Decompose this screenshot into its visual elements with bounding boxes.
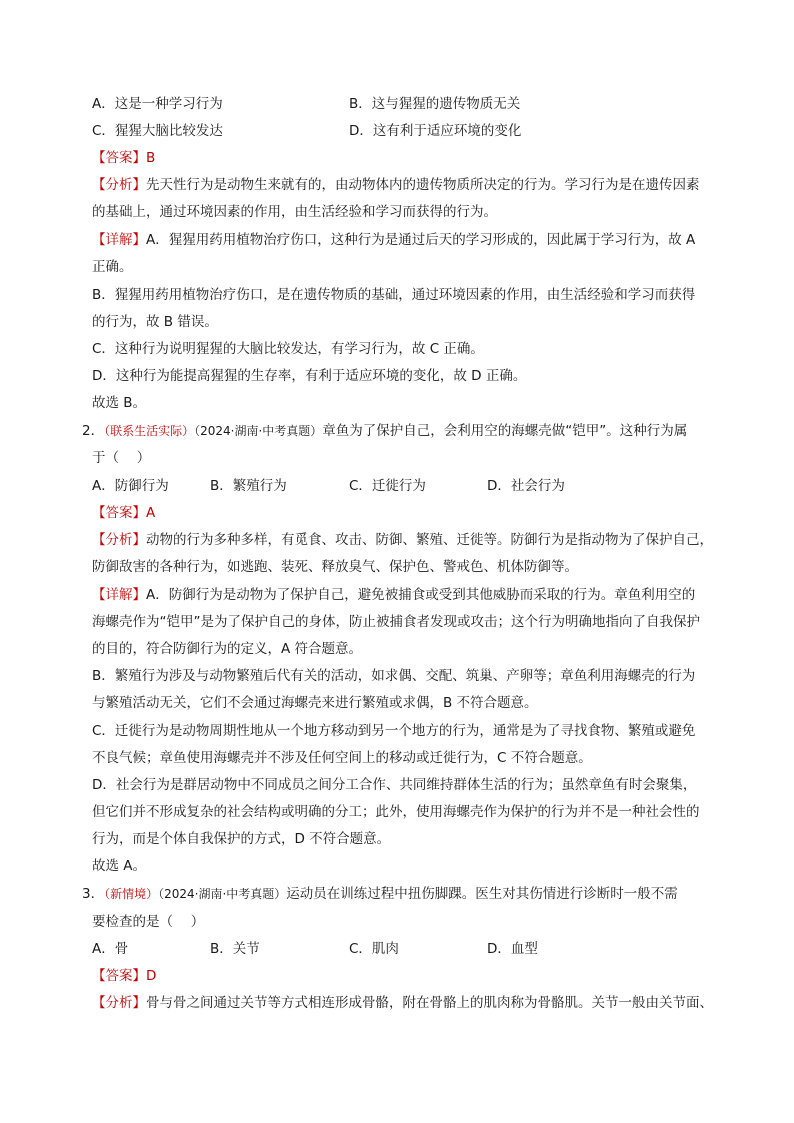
question-source: （2024·湖南·中考真题） xyxy=(158,887,287,901)
answer-value: A xyxy=(146,505,156,521)
q2-conclusion: 故选 A。 xyxy=(92,858,147,874)
q2-detail-line-2: 海螺壳作为“铠甲”是为了保护自己的身体，防止被捕食者发现或攻击；这个行为明确地指向了自我保护 xyxy=(92,614,700,630)
q2-detail-line-4: B．繁殖行为涉及与动物繁殖后代有关的活动，如求偶、交配、筑巢、产卵等；章鱼利用海螺壳的行为 xyxy=(92,668,696,684)
q1-analysis-line-1 xyxy=(92,175,732,195)
analysis-tag: 【分析】 xyxy=(92,532,146,548)
answer-value: D xyxy=(146,968,157,984)
q1-option-a: A．这是一种学习行为 xyxy=(92,96,223,112)
q2-detail-line-7: 不良气候；章鱼使用海螺壳并不涉及任何空间上的移动或迁徙行为，C 不符合题意。 xyxy=(92,750,592,766)
question-stem: 章鱼为了保护自己，会利用空的海螺壳做“铠甲”。这种行为属 xyxy=(322,423,688,439)
q2-detail-line-8: D．社会行为是群居动物中不同成员之间分工合作、共同维持群体生活的行为；虽然章鱼有时会聚集， xyxy=(92,777,697,793)
q1-option-d: D．这有利于适应环境的变化 xyxy=(349,123,522,139)
q2-answer xyxy=(92,503,732,523)
question-tag: （联系生活实际） xyxy=(104,424,195,438)
q3-option-a: A．骨 xyxy=(92,941,129,957)
q2-detail-line-6: C．迁徙行为是动物周期性地从一个地方移动到另一个地方的行为，通常是为了寻找食物、繁殖或避免 xyxy=(92,723,696,739)
question-number: 3． xyxy=(82,886,105,902)
analysis-tag: 【分析】 xyxy=(92,177,146,193)
q2-option-a: A．防御行为 xyxy=(92,478,169,494)
answer-value: B xyxy=(146,150,156,166)
detail-text: A．防御行为是动物为了保护自己，避免被捕食或受到其他威胁而采取的行为。章鱼利用空的 xyxy=(146,587,696,603)
q3-analysis-line-1 xyxy=(92,993,732,1013)
question-stem: 运动员在训练过程中扭伤脚踝。医生对其伤情进行诊断时一般不需 xyxy=(286,886,678,902)
q2-stem-line-2: 于（ ） xyxy=(92,450,151,466)
q3-option-c: C．肌肉 xyxy=(349,941,399,957)
analysis-text: 先天性行为是动物生来就有的，由动物体内的遗传物质所决定的行为。学习行为是在遗传因素 xyxy=(146,177,700,193)
q2-option-b: B．繁殖行为 xyxy=(210,478,287,494)
detail-tag: 【详解】 xyxy=(92,232,146,248)
q2-detail-line-3: 的目的，符合防御行为的定义，A 符合题意。 xyxy=(92,641,363,657)
q3-option-d: D．血型 xyxy=(487,941,538,957)
q1-detail-line-2: 正确。 xyxy=(92,259,133,275)
q2-option-d: D．社会行为 xyxy=(487,478,565,494)
q1-detail-line-3: B．猩猩用药用植物治疗伤口，是在遗传物质的基础，通过环境因素的作用，由生活经验和学习而获得 xyxy=(92,287,696,303)
q1-option-b: B．这与猩猩的遗传物质无关 xyxy=(349,96,521,112)
q2-option-c: C．迁徙行为 xyxy=(349,478,426,494)
q1-conclusion: 故选 B。 xyxy=(92,395,147,411)
analysis-text: 骨与骨之间通过关节等方式相连形成骨骼，附在骨骼上的肌肉称为骨骼肌。关节一般由关节面、 xyxy=(146,995,713,1011)
question-tag: （新情境） xyxy=(104,887,159,901)
detail-text: A．猩猩用药用植物治疗伤口，这种行为是通过后天的学习形成的，因此属于学习行为，故 A xyxy=(146,232,696,248)
analysis-tag: 【分析】 xyxy=(92,995,146,1011)
question-number: 2． xyxy=(82,423,105,439)
q2-analysis-line-1 xyxy=(92,530,732,550)
q2-detail-line-5: 与繁殖活动无关，它们不会通过海螺壳来进行繁殖或求偶，B 不符合题意。 xyxy=(92,695,538,711)
answer-tag: 【答案】 xyxy=(92,505,146,521)
q2-detail-line-1 xyxy=(92,585,732,605)
q1-detail-line-1 xyxy=(92,230,732,250)
q3-option-b: B．关节 xyxy=(210,941,260,957)
detail-tag: 【详解】 xyxy=(92,587,146,603)
q1-detail-line-5: C．这种行为说明猩猩的大脑比较发达，有学习行为，故 C 正确。 xyxy=(92,341,484,357)
q2-analysis-line-2: 防御敌害的各种行为，如逃跑、装死、释放臭气、保护色、警戒色、机体防御等。 xyxy=(92,559,578,575)
q1-detail-line-4: 的行为，故 B 错误。 xyxy=(92,314,218,330)
q2-detail-line-10: 行为，而是个体自我保护的方式，D 不符合题意。 xyxy=(92,831,391,847)
q3-stem-line-2: 要检查的是（ ） xyxy=(92,914,205,930)
answer-tag: 【答案】 xyxy=(92,968,146,984)
q3-answer xyxy=(92,966,732,986)
q1-detail-line-6: D．这种行为能提高猩猩的生存率，有利于适应环境的变化，故 D 正确。 xyxy=(92,368,527,384)
q2-detail-line-9: 但它们并不形成复杂的社会结构或明确的分工；此外，使用海螺壳作为保护的行为并不是一种社会性的 xyxy=(92,804,700,820)
analysis-text: 动物的行为多种多样，有觅食、攻击、防御、繁殖、迁徙等。防御行为是指动物为了保护自己， xyxy=(146,532,713,548)
q1-answer xyxy=(92,148,732,168)
q3-stem-line-1 xyxy=(82,884,732,904)
q2-stem-line-1 xyxy=(82,421,732,441)
q1-analysis-line-2: 的基础上，通过环境因素的作用，由生活经验和学习而获得的行为。 xyxy=(92,204,497,220)
question-source: （2024·湖南·中考真题） xyxy=(194,424,323,438)
q1-option-c: C．猩猩大脑比较发达 xyxy=(92,123,223,139)
answer-tag: 【答案】 xyxy=(92,150,146,166)
